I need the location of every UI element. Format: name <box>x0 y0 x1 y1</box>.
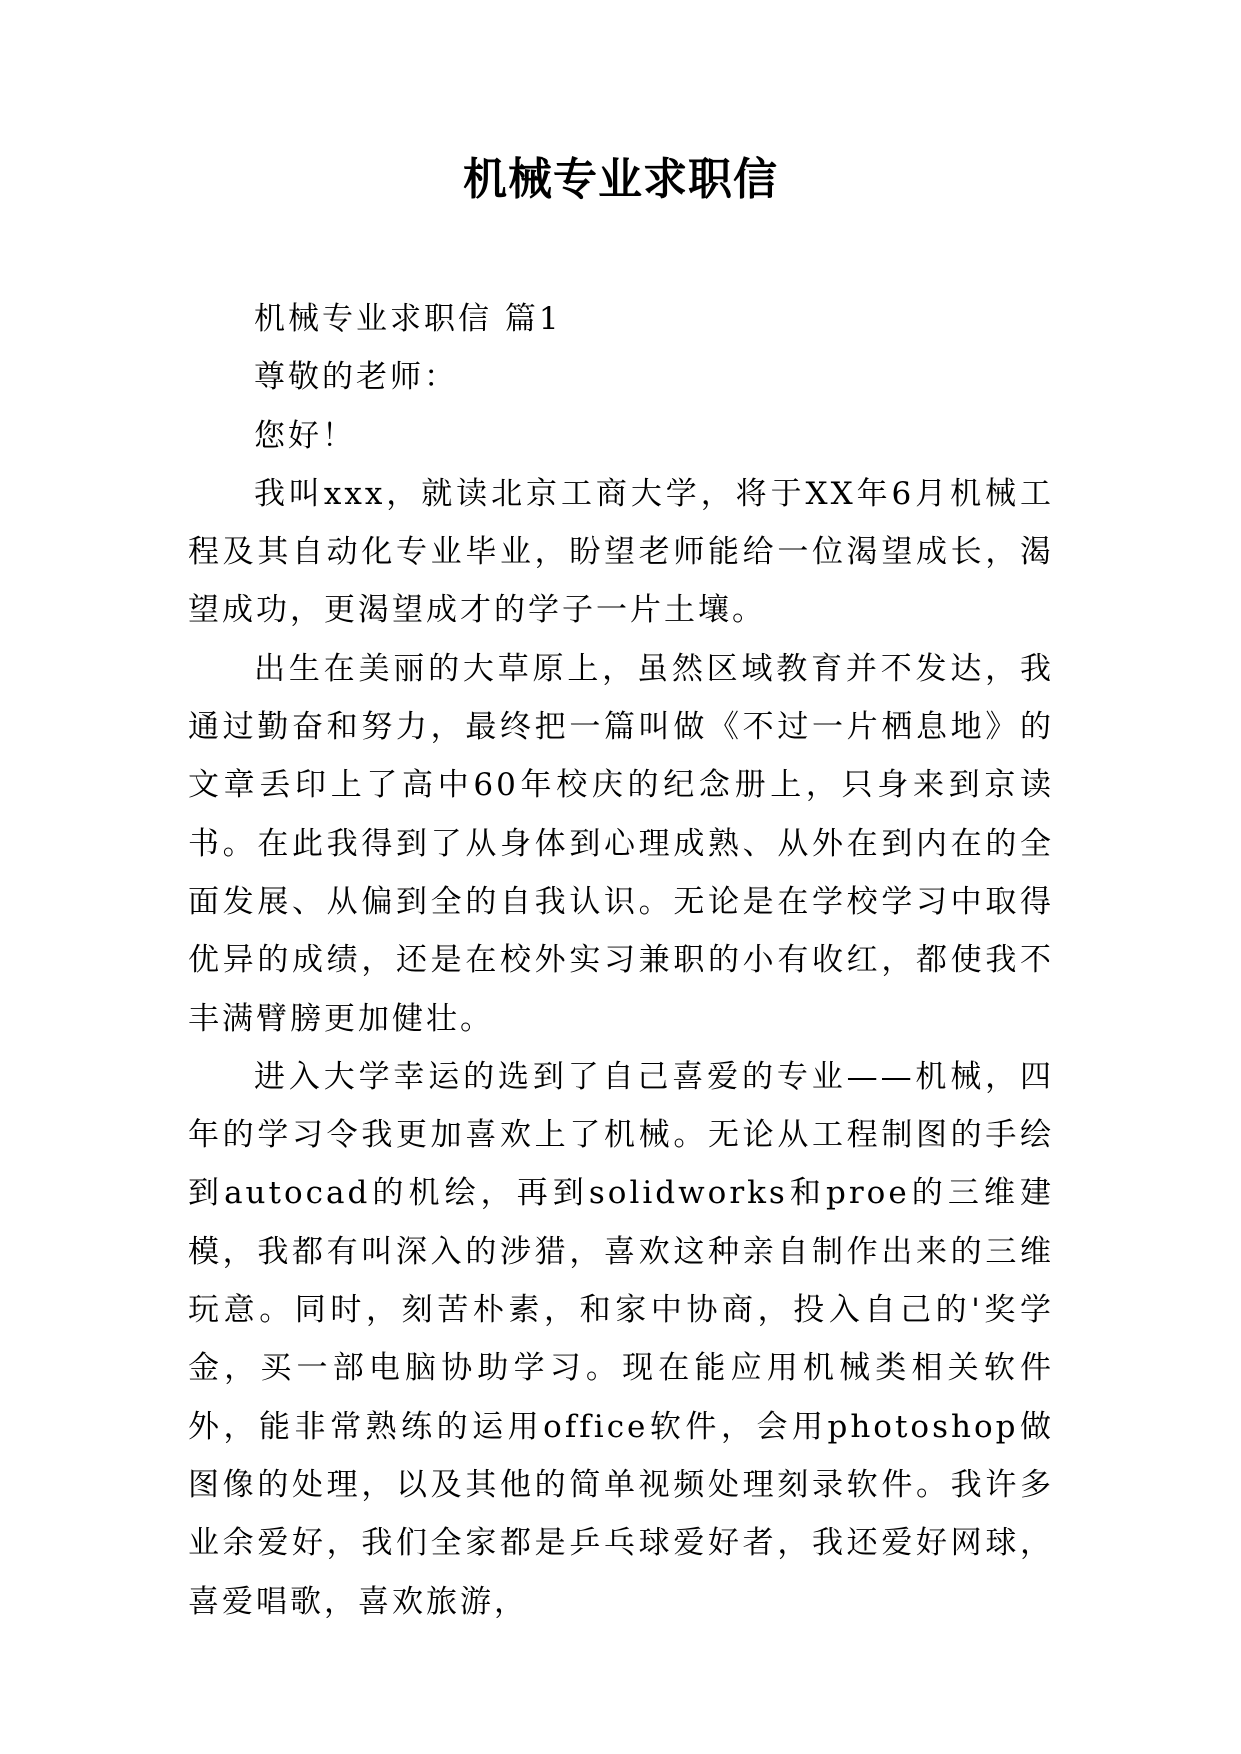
document-body <box>188 290 1054 1631</box>
body-paragraph: 出生在美丽的大草原上，虽然区域教育并不发达，我通过勤奋和努力，最终把一篇叫做《不过一片栖息地》的文章丢印上了高中60年校庆的纪念册上，只身来到京读书。在此我得到了从身体到心理成熟、从外在到内在的全面发展、从偏到全的自我认识。无论是在学校学习中取得优异的成绩，还是在校外实习兼职的小有收红，都使我不丰满臂膀更加健壮。 <box>188 650 1054 1037</box>
greeting: 您好！ <box>254 417 356 454</box>
document-title: 机械专业求职信 <box>463 154 778 205</box>
body-paragraph: 进入大学幸运的选到了自己喜爱的专业——机械，四年的学习令我更加喜欢上了机械。无论从工程制图的手绘到autocad的机绘，再到solidworks和proe的三维建模，我都有叫深入的涉猎，喜欢这种亲自制作出来的三维玩意。同时，刻苦朴素，和家中协商，投入自己的'奖学金，买一部电脑协助学习。现在能应用机械类相关软件外，能非常熟练的运用office软件，会用photoshop做图像的处理，以及其他的简单视频处理刻录软件。我许多业余爱好，我们全家都是乒乓球爱好者，我还爱好网球，喜爱唱歌，喜欢旅游， <box>188 1058 1054 1620</box>
section-heading: 机械专业求职信 篇1 <box>254 301 562 337</box>
salutation: 尊敬的老师： <box>254 359 458 396</box>
body-paragraph: 我叫xxx，就读北京工商大学，将于XX年6月机械工程及其自动化专业毕业，盼望老师能给一位渴望成长，渴望成功，更渴望成才的学子一片土壤。 <box>188 475 1054 629</box>
